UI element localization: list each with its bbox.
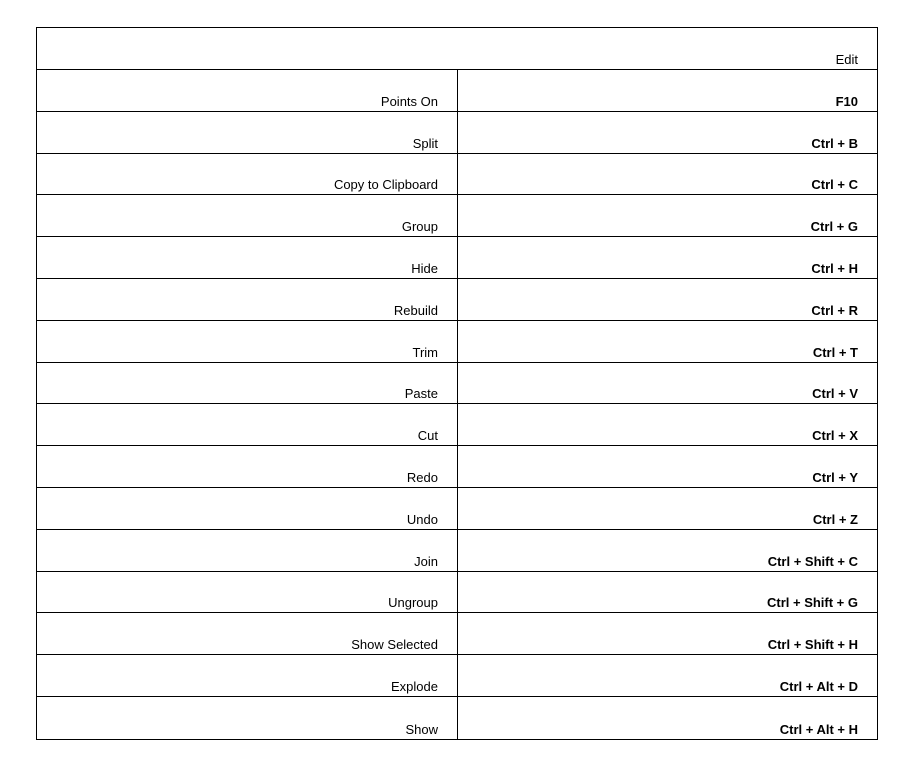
table-row: [37, 613, 877, 655]
shortcut-label: Ctrl + C: [811, 177, 858, 193]
action-label: Group: [401, 219, 438, 235]
shortcut-label: Ctrl + R: [811, 302, 858, 318]
table-row: [37, 655, 877, 697]
shortcut-cell: [458, 237, 877, 278]
action-label: Redo: [406, 469, 438, 485]
action-label: Split: [412, 135, 438, 151]
action-cell: [37, 279, 458, 320]
action-cell: [37, 697, 458, 739]
shortcut-label: Ctrl + T: [812, 344, 858, 360]
action-label: Ungroup: [388, 595, 438, 611]
action-label: Show: [405, 721, 438, 737]
shortcut-cell: [458, 697, 877, 739]
action-cell: [37, 404, 458, 445]
action-cell: [37, 363, 458, 404]
shortcut-cell: [458, 404, 877, 445]
action-label: Rebuild: [393, 302, 438, 318]
action-cell: [37, 237, 458, 278]
table-row: [37, 321, 877, 363]
shortcut-cell: [458, 363, 877, 404]
action-label: Show Selected: [351, 637, 438, 653]
shortcut-cell: [458, 154, 877, 195]
shortcut-cell: [458, 488, 877, 529]
table-row: [37, 279, 877, 321]
action-cell: [37, 446, 458, 487]
shortcut-cell: [458, 572, 877, 613]
action-label: Cut: [417, 428, 438, 444]
action-label: Copy to Clipboard: [333, 177, 438, 193]
table-header-label: Edit: [835, 52, 858, 67]
action-cell: [37, 154, 458, 195]
shortcut-label: Ctrl + Alt + H: [779, 721, 858, 737]
shortcut-cell: [458, 613, 877, 654]
table-row: [37, 572, 877, 614]
table-row: [37, 154, 877, 196]
shortcut-cell: [458, 70, 877, 111]
action-cell: [37, 195, 458, 236]
table-row: [37, 530, 877, 572]
table-row: [37, 363, 877, 405]
shortcut-cell: [458, 321, 877, 362]
shortcut-label: Ctrl + Shift + G: [766, 595, 858, 611]
shortcut-table: [36, 27, 878, 740]
shortcut-label: Ctrl + Alt + D: [779, 678, 858, 694]
shortcut-label: Ctrl + B: [811, 135, 858, 151]
action-cell: [37, 613, 458, 654]
action-cell: [37, 321, 458, 362]
table-row: [37, 488, 877, 530]
action-cell: [37, 112, 458, 153]
action-cell: [37, 530, 458, 571]
action-label: Explode: [391, 678, 438, 694]
action-cell: [37, 572, 458, 613]
table-row: [37, 70, 877, 112]
action-label: Paste: [404, 386, 438, 402]
shortcut-cell: [458, 195, 877, 236]
action-label: Undo: [406, 511, 438, 527]
shortcut-label: Ctrl + Y: [812, 469, 858, 485]
table-row: [37, 697, 877, 739]
shortcut-label: Ctrl + Shift + H: [767, 637, 858, 653]
action-label: Points On: [380, 93, 438, 109]
table-row: [37, 404, 877, 446]
shortcut-cell: [458, 112, 877, 153]
shortcut-label: Ctrl + V: [812, 386, 858, 402]
shortcut-cell: [458, 655, 877, 696]
table-header-row: [37, 28, 877, 70]
action-cell: [37, 70, 458, 111]
shortcut-label: F10: [835, 93, 858, 109]
table-row: [37, 112, 877, 154]
table-row: [37, 195, 877, 237]
action-cell: [37, 655, 458, 696]
shortcut-cell: [458, 279, 877, 320]
shortcut-label: Ctrl + X: [812, 428, 858, 444]
table-row: [37, 237, 877, 279]
table-row: [37, 446, 877, 488]
shortcut-label: Ctrl + Shift + C: [767, 553, 858, 569]
shortcut-label: Ctrl + Z: [812, 511, 858, 527]
shortcut-cell: [458, 530, 877, 571]
action-label: Trim: [412, 344, 438, 360]
shortcut-label: Ctrl + G: [810, 219, 858, 235]
shortcut-cell: [458, 446, 877, 487]
action-label: Join: [414, 553, 438, 569]
action-cell: [37, 488, 458, 529]
shortcut-label: Ctrl + H: [811, 260, 858, 276]
action-label: Hide: [411, 260, 438, 276]
